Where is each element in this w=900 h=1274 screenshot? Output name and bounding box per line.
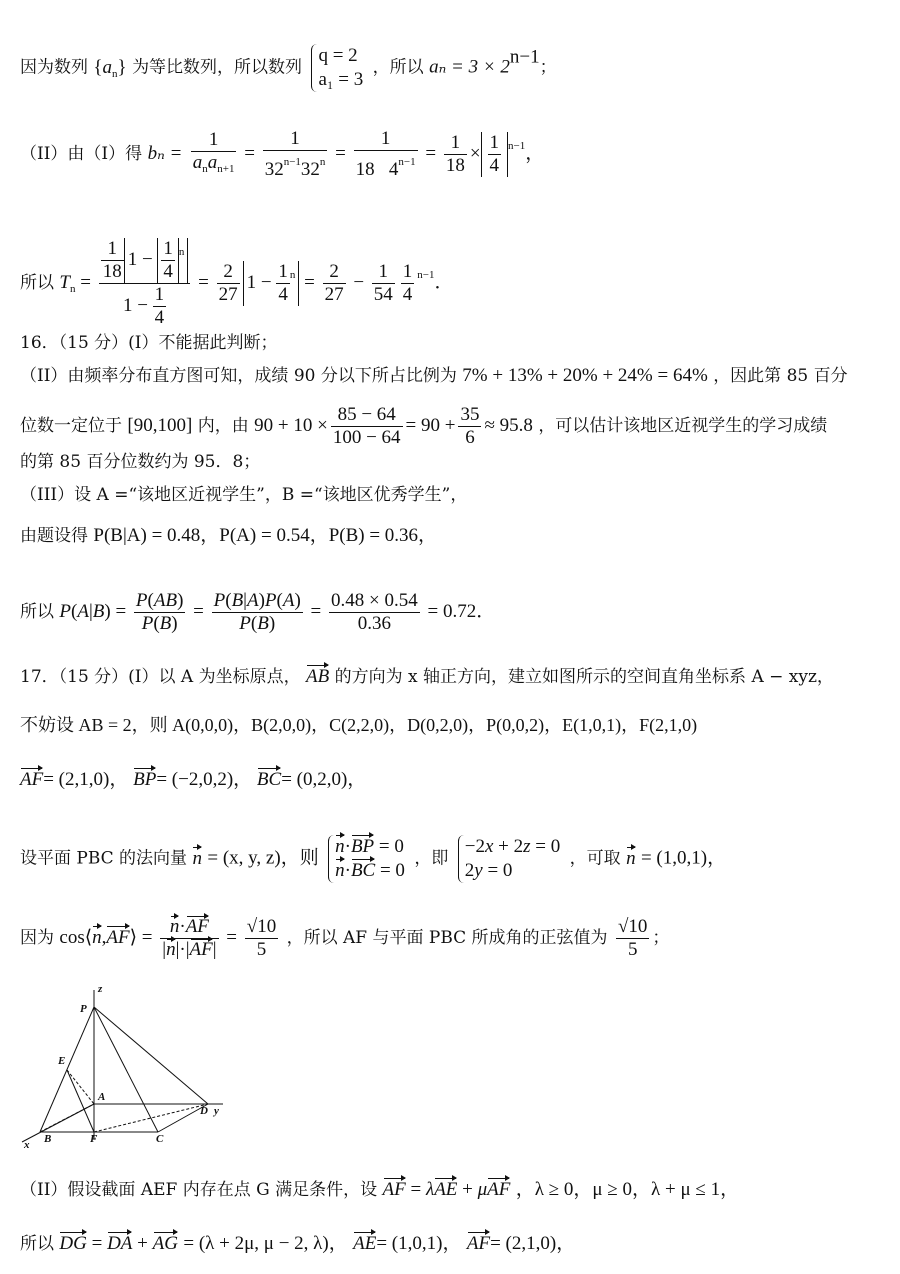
system-row: a₁ = 3 — [318, 69, 364, 90]
system-normal: n·BP = 0 n·BC = 0 — [328, 835, 405, 883]
line-geometric-sequence: 因为数列 $\{a_n\}$ 为等比数列，所以数列 q = 2 a₁ = 3 ，所以 $a_n = 3 \times 2^{n-1}$； — [20, 45, 557, 90]
text: 的方向为 x 轴正方向，建立如图所示的空间直角坐标系 A − xyz， — [334, 667, 834, 687]
math-bayes: P(A|B) = $\frac{P(AB)}{P(B)}$ = $\frac{P(B|A)P(A)}{P(B)}$ = $\frac{0.48 \times 0.54}{0.36}$ = 0.72． — [59, 590, 496, 634]
q16-part2-cont — [20, 404, 827, 449]
text: 所以 — [20, 601, 54, 622]
text: = (−2,0,2)， — [156, 769, 253, 790]
label-p: P — [80, 1003, 87, 1015]
q17-cos: 因为 cos⟨n,AF⟩ = $\frac{n\cdot AF}{|n|\cdot|AF|}$ = $\frac{√10}{5}$ ，所以 AF 与平面 PBC 所成角的正弦值为 $\frac{√10}{5}$ ； — [20, 916, 670, 961]
text: 所以 — [20, 272, 54, 293]
q16-part3-result — [20, 590, 495, 635]
text: 因为 — [20, 928, 54, 948]
math-an: aₙ = 3 × 2 — [429, 56, 510, 78]
math-percent-sum: 7% + 13% + 20% + 24% = 64% — [462, 365, 708, 386]
label-d: D — [200, 1105, 208, 1117]
math-sine-value: $\frac{√10}{5}$ — [617, 916, 648, 960]
text: （II）由（I）得 — [20, 143, 143, 164]
text: ，所以 AF 与平面 PBC 所成角的正弦值为 — [286, 928, 608, 948]
q16-part2-end: 的第 85 百分位数约为 95．8； — [20, 452, 261, 472]
text: 内，由 — [197, 415, 249, 436]
line-bn — [20, 128, 544, 181]
q16-part2 — [20, 364, 848, 388]
math-dg: DG = DA + AG — [59, 1233, 178, 1254]
math-exp: n−1 — [509, 46, 540, 68]
text: 由题设得 — [20, 526, 88, 546]
math-interval: [90,100] — [127, 414, 193, 436]
vec-bc: BC — [256, 769, 282, 790]
math-tn-expression: $T_n$ = $\frac{1}{18}$ 1 − $\frac{1}{4}$ $^n$ 1 − $\frac{1}{4}$ = $\frac{2}{27}$ 1 − $\frac{1}{4}$ $^n$ = $\frac{2}{27}$ − $\frac{1}{54}$ $\frac{1}{4}$ $^{n-1}$． — [59, 238, 454, 328]
line-tn — [20, 238, 454, 329]
q16-part1: 16．（15 分）(I）不能据此判断； — [20, 333, 278, 353]
text: ，λ ≥ 0，μ ≥ 0，λ + μ ≤ 1， — [515, 1179, 740, 1200]
label-f: F — [90, 1133, 98, 1145]
label-z: z — [98, 983, 103, 995]
q17-part2 — [20, 1178, 739, 1202]
math-bn-expression: $\frac{1}{a_na_{n+1}}$ = $\frac{1}{32^{n-1}32^n}$ = $\frac{1}{18 4^{n-1}}$ = $\frac{1}{18}$ × $\frac{1}{4}$ $^{n-1}$， — [192, 128, 545, 180]
text: = (2,1,0)， — [490, 1233, 576, 1254]
q16-part3: （III）设 A =“该地区近视学生”，B =“该地区优秀学生”， — [20, 485, 468, 505]
label-a: A — [98, 1091, 106, 1103]
vec-ab: AB — [306, 666, 330, 687]
math-bn: bₙ = — [147, 142, 183, 164]
text: 因为数列 — [20, 57, 88, 78]
vec-af: AF — [20, 769, 44, 790]
text: 为等比数列，所以数列 — [132, 57, 303, 78]
label-e: E — [58, 1055, 66, 1067]
text: = (0,2,0)， — [281, 769, 367, 790]
text: = (1,0,1)， — [640, 847, 727, 869]
vec-ae: AE — [353, 1233, 377, 1254]
system-q-a1 — [311, 44, 363, 92]
text: ，即 — [414, 848, 449, 869]
text: ，可取 — [569, 848, 621, 869]
q17-part2-dg — [20, 1232, 575, 1256]
pyramid-figure — [18, 982, 248, 1152]
vec-bp: BP — [133, 769, 157, 790]
text: 位数一定位于 — [20, 415, 122, 436]
q17-vectors — [20, 768, 366, 792]
math-probabilities: P(B|A) = 0.48，P(A) = 0.54，P(B) = 0.36， — [93, 525, 438, 546]
q17-part1 — [20, 665, 834, 689]
text: 所以 — [20, 1234, 54, 1254]
text: = (x, y, z)，则 — [207, 847, 319, 869]
math-seq-an: $\{a_n\}$ — [93, 56, 127, 80]
vec-n2: n — [626, 847, 636, 869]
q16-part3-given — [20, 524, 437, 548]
text: = (λ + 2μ, μ − 2, λ)， — [183, 1233, 348, 1254]
label-y: y — [214, 1105, 219, 1117]
label-b: B — [44, 1133, 52, 1145]
math-cos: cos⟨n,AF⟩ = $\frac{n\cdot AF}{|n|\cdot|AF|}$ = $\frac{√10}{5}$ — [59, 916, 277, 961]
text: （II）假设截面 AEF 内存在点 G 满足条件，设 — [20, 1180, 378, 1200]
vec-af2: AF — [466, 1233, 491, 1254]
text: = (1,0,1)， — [376, 1233, 462, 1254]
q17-normal — [20, 835, 726, 883]
text: 17．（15 分）(I）以 A 为坐标原点， — [20, 667, 301, 687]
label-x: x — [24, 1139, 30, 1151]
system-row: q = 2 — [318, 45, 358, 66]
vec-n: n — [192, 847, 202, 869]
text: ，因此第 85 百分 — [713, 366, 848, 386]
text: 设平面 PBC 的法向量 — [20, 848, 188, 869]
text: = (2,1,0)， — [43, 769, 129, 790]
label-c: C — [156, 1133, 164, 1145]
text: （II）由频率分布直方图可知，成绩 90 分以下所占比例为 — [20, 366, 457, 386]
q17-coords: 不妨设 AB = 2，则 A(0,0,0)，B(2,0,0)，C(2,2,0)，D(0,2,0)，P(0,0,2)，E(1,0,1)，F(2,1,0) — [20, 715, 698, 735]
text: ，可以估计该地区近视学生的学习成绩 — [538, 415, 828, 436]
system-equations: −2x + 2z = 0 2y = 0 — [458, 835, 561, 883]
math-af-combination: AF = λAE + μAF — [382, 1179, 511, 1200]
math-percentile: 90 + 10 × $\frac{85 - 64}{100 - 64}$ = 90 + $\frac{35}{6}$ ≈ 95.8 — [254, 404, 533, 448]
text: ，所以 — [372, 57, 424, 78]
